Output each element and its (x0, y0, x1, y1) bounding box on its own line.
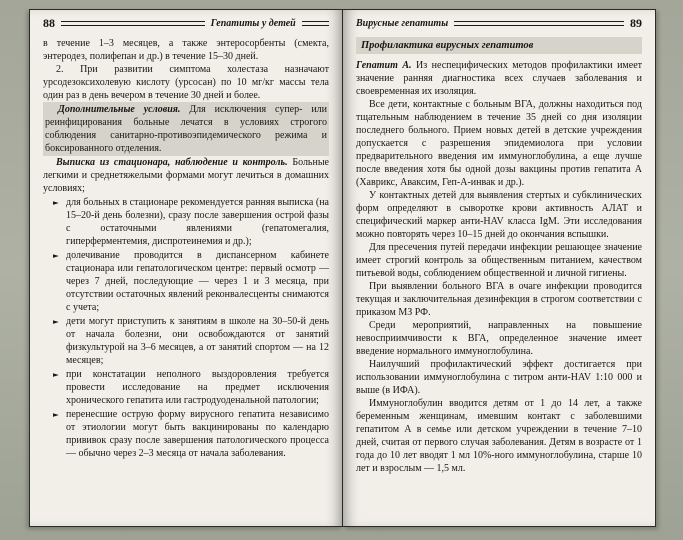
paragraph: У контактных детей для выявления стертых и субклинических форм определяют в сыворотке крови активность АЛАТ и специфический маркер анти-HAV класса IgM. Эти исследования можно повторять через 10–15 дней до окончания вспышки. (356, 190, 642, 240)
list-item-text: долечивание проводится в диспансерном кабинете стационара или гепатологическом центре: первый осмотр — через 7 дней, последующие — через 1 и 3 месяца, при отсутствии остаточных явлений реконвалесценты снимаются с учета; (66, 250, 329, 313)
list-item-text: при констатации неполного выздоровления требуется провести исследование на предмет исключения хронического гепатита или гастродуоденальной патологии; (66, 369, 329, 406)
list-item-text: дети могут приступить к занятиям в школе на 30–50-й день от начала болезни, они освобождаются от занятий физкультурой на 3–6 месяцев, а от занятий спортом — на 12 месяцев; (66, 316, 329, 366)
bullet-arrow-icon: ► (53, 317, 59, 326)
bullet-arrow-icon: ► (53, 251, 59, 260)
list-item-text: перенесшие острую форму вирусного гепатита независимо от этиологии могут быть вакцинированы по календарю прививок сразу после завершения патологического процесса — обычно через 2–3 месяца от начала заболевания. (66, 409, 329, 459)
paragraph-lead: Выписка из стационара, наблюдение и контроль. (56, 157, 288, 168)
paragraph: Иммуноглобулин вводится детям от 1 до 14 лет, а также беременным женщинам, имевшим контакт с заболевшими гепатитом А в семье или детском учреждении в течение 7–10 дней, считая от первого случая заболевания. Детям в возрасте от 1 года до 10 лет вводят 1 мл 10%-ного иммуноглобулина, старше 10 лет и взрослым — 1,5 мл. (356, 398, 642, 474)
page-number: 89 (630, 16, 642, 30)
list-item (53, 315, 329, 367)
paragraph-lead: Дополнительные условия. (58, 104, 181, 115)
bullet-arrow-icon: ► (53, 198, 59, 207)
paragraph: Для пресечения путей передачи инфекции решающее значение имеет строгий контроль за общественным питанием, качеством питьевой воды, соблюдением общественной и личной гигиены. (356, 242, 642, 279)
right-page-header (356, 17, 642, 29)
paragraph-text: Больные легкими и среднетяжелыми формами могут лечиться в домашних условиях; (43, 157, 329, 194)
bullet-arrow-icon: ► (53, 370, 59, 379)
paragraph-lead: Гепатит А. (356, 60, 412, 71)
list-item (53, 408, 329, 460)
page-number: 88 (43, 16, 55, 30)
paragraph-additional-conditions (43, 102, 329, 156)
list-item (53, 196, 329, 248)
bullet-list (43, 196, 329, 460)
page-content (43, 37, 329, 460)
header-rule (302, 21, 329, 26)
header-rule (61, 21, 205, 26)
section-title: Профилактика вирусных гепатитов (356, 37, 642, 54)
list-item-text: для больных в стационаре рекомендуется ранняя выписка (на 15–20-й день болезни), сразу после завершения острой фазы с остаточными явлениями (гепатомегалия, гиперферментемия, диспротеинемия и др.); (66, 197, 329, 247)
running-title: Вирусные гепатиты (356, 17, 449, 29)
paragraph-text: Из неспецифических методов профилактики имеет значение ранняя диагностика всех случаев заболевания и своевременная их изоляция. (356, 60, 642, 97)
paragraph: Наилучший профилактический эффект достигается при использовании иммуноглобулина с титром анти-HAV 1:10 000 и выше (в ИФА). (356, 359, 642, 396)
right-page (343, 9, 656, 527)
paragraph: Все дети, контактные с больным ВГА, должны находиться под тщательным наблюдением в течение 35 дней со дня изоляции последнего больного. Прием новых детей в детские учреждения допускается с разрешения эпидемиолога при условии предварительного введения им иммуноглобулина, а еще лучше после введения хотя бы одной дозы вакцины против гепатита А (Хаврикс, Аваксим, Геп-А-инвак и др.). (356, 99, 642, 188)
header-rule (454, 21, 624, 26)
bullet-arrow-icon: ► (53, 410, 59, 419)
paragraph: Среди мероприятий, направленных на повышение невосприимчивости к ВГА, определенное значение имеет введение нормального иммуноглобулина. (356, 320, 642, 357)
list-item (53, 249, 329, 314)
paragraph: 2. При развитии симптома холестаза назначают урсодезоксихолевую кислоту (урсосан) по 10 мг/кг массы тела один раз в день вечером в течение 30 дней и более. (43, 64, 329, 101)
left-page-header (43, 17, 329, 29)
paragraph: в течение 1–3 месяцев, а также энтеросорбенты (смекта, энтеродез, полифепан и др.) в течение 15–30 дней. (43, 38, 329, 62)
paragraph-text: Для исключения супер- или реинфицирования больные лечатся в условиях строгого соблюдения санитарно-противоэпидемического режима и боксированного отделения. (45, 104, 328, 154)
list-item (53, 368, 329, 407)
paragraph: При выявлении больного ВГА в очаге инфекции проводится текущая и заключительная дезинфекция в строгом соответствии с приказом МЗ РФ. (356, 281, 642, 318)
paragraph-hepatitis-a (356, 59, 642, 98)
paragraph-discharge (43, 156, 329, 195)
running-title: Гепатиты у детей (210, 17, 296, 29)
left-page (29, 9, 343, 527)
page-content (356, 37, 642, 475)
